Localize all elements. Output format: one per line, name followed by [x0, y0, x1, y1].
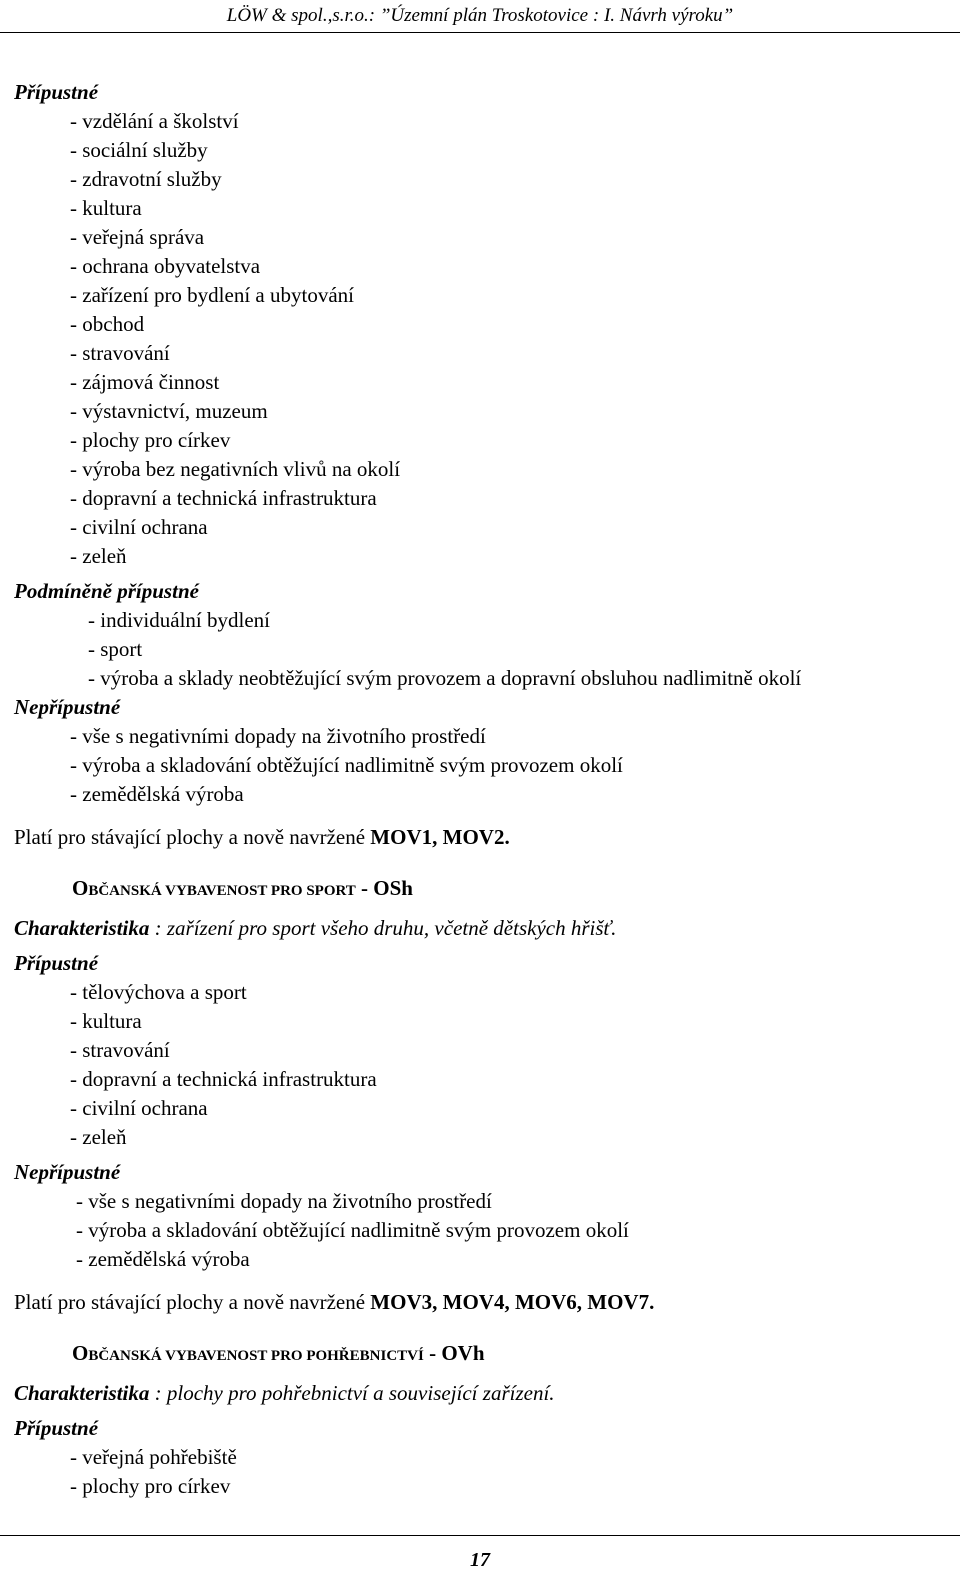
list-item: - dopravní a technická infrastruktura	[70, 1067, 377, 1091]
list-item: - ochrana obyvatelstva	[70, 254, 261, 278]
applies-codes: MOV3, MOV4, MOV6, MOV7.	[370, 1290, 655, 1314]
title-code: - OVh	[423, 1341, 485, 1365]
list-item: - plochy pro církev	[70, 428, 231, 452]
applies-prefix: Platí pro stávající plochy a nově navržené	[14, 825, 371, 849]
list-item: - vše s negativními dopady na životního prostředí	[76, 1189, 492, 1213]
permitted-heading: Přípustné	[14, 80, 99, 104]
list-item: - individuální bydlení	[88, 608, 270, 632]
list-item: - stravování	[70, 341, 170, 365]
forbidden-heading: Nepřípustné	[14, 695, 121, 719]
list-item: - vzdělání a školství	[70, 109, 239, 133]
list-item: - výroba bez negativních vlivů na okolí	[70, 457, 401, 481]
list-item: - výroba a sklady neobtěžující svým provozem a dopravní obsluhou nadlimitně okolí	[88, 666, 802, 690]
page-number: 17	[470, 1549, 490, 1571]
list-item: - zájmová činnost	[70, 370, 220, 394]
characteristics-text: : zařízení pro sport všeho druhu, včetně dětských hřišť.	[149, 916, 617, 940]
header-rule	[0, 32, 960, 33]
title-code: - OSh	[355, 876, 413, 900]
list-item: - kultura	[70, 196, 142, 220]
applies-codes: MOV1, MOV2.	[370, 825, 510, 849]
characteristics-line	[14, 914, 954, 943]
title-smallcaps: BČANSKÁ VYBAVENOST PRO SPORT	[88, 883, 356, 899]
list-item: - civilní ochrana	[70, 1096, 208, 1120]
characteristics-label: Charakteristika	[14, 1381, 150, 1405]
conditional-heading: Podmíněně přípustné	[14, 579, 199, 603]
applies-prefix: Platí pro stávající plochy a nově navržené	[14, 1290, 371, 1314]
characteristics-line	[14, 1379, 954, 1408]
list-item: - veřejná správa	[70, 225, 205, 249]
applies-line	[14, 1288, 954, 1317]
list-item: - zemědělská výroba	[70, 782, 244, 806]
list-item: - stravování	[70, 1038, 170, 1062]
list-item: - zdravotní služby	[70, 167, 222, 191]
characteristics-label: Charakteristika	[14, 916, 150, 940]
page-header: LÖW & spol.,s.r.o.: ”Územní plán Troskotovice : I. Návrh výroku”	[226, 5, 734, 26]
title-initial: O	[72, 876, 89, 900]
list-item: - zeleň	[70, 544, 127, 568]
list-item: - tělovýchova a sport	[70, 980, 247, 1004]
permitted-heading: Přípustné	[14, 1416, 99, 1440]
footer-rule	[0, 1535, 960, 1536]
list-item: - vše s negativními dopady na životního prostředí	[70, 724, 486, 748]
list-item: - obchod	[70, 312, 145, 336]
list-item: - výroba a skladování obtěžující nadlimitně svým provozem okolí	[70, 753, 623, 777]
list-item: - veřejná pohřebiště	[70, 1445, 237, 1469]
list-item: - sociální služby	[70, 138, 208, 162]
permitted-heading: Přípustné	[14, 951, 99, 975]
list-item: - výstavnictví, muzeum	[70, 399, 268, 423]
list-item: - sport	[88, 637, 143, 661]
section-title-ovh	[14, 1339, 954, 1371]
list-item: - plochy pro církev	[70, 1474, 231, 1498]
list-item: - dopravní a technická infrastruktura	[70, 486, 377, 510]
list-item: - civilní ochrana	[70, 515, 208, 539]
list-item: - zeleň	[70, 1125, 127, 1149]
document-body	[14, 78, 954, 1501]
list-item: - zařízení pro bydlení a ubytování	[70, 283, 354, 307]
list-item: - zemědělská výroba	[76, 1247, 250, 1271]
title-smallcaps: BČANSKÁ VYBAVENOST PRO POHŘEBNICTVÍ	[88, 1348, 424, 1364]
forbidden-heading: Nepřípustné	[14, 1160, 121, 1184]
section-title-osh	[14, 874, 954, 906]
applies-line	[14, 823, 954, 852]
list-item: - výroba a skladování obtěžující nadlimitně svým provozem okolí	[76, 1218, 629, 1242]
characteristics-text: : plochy pro pohřebnictví a související zařízení.	[149, 1381, 555, 1405]
list-item: - kultura	[70, 1009, 142, 1033]
title-initial: O	[72, 1341, 89, 1365]
